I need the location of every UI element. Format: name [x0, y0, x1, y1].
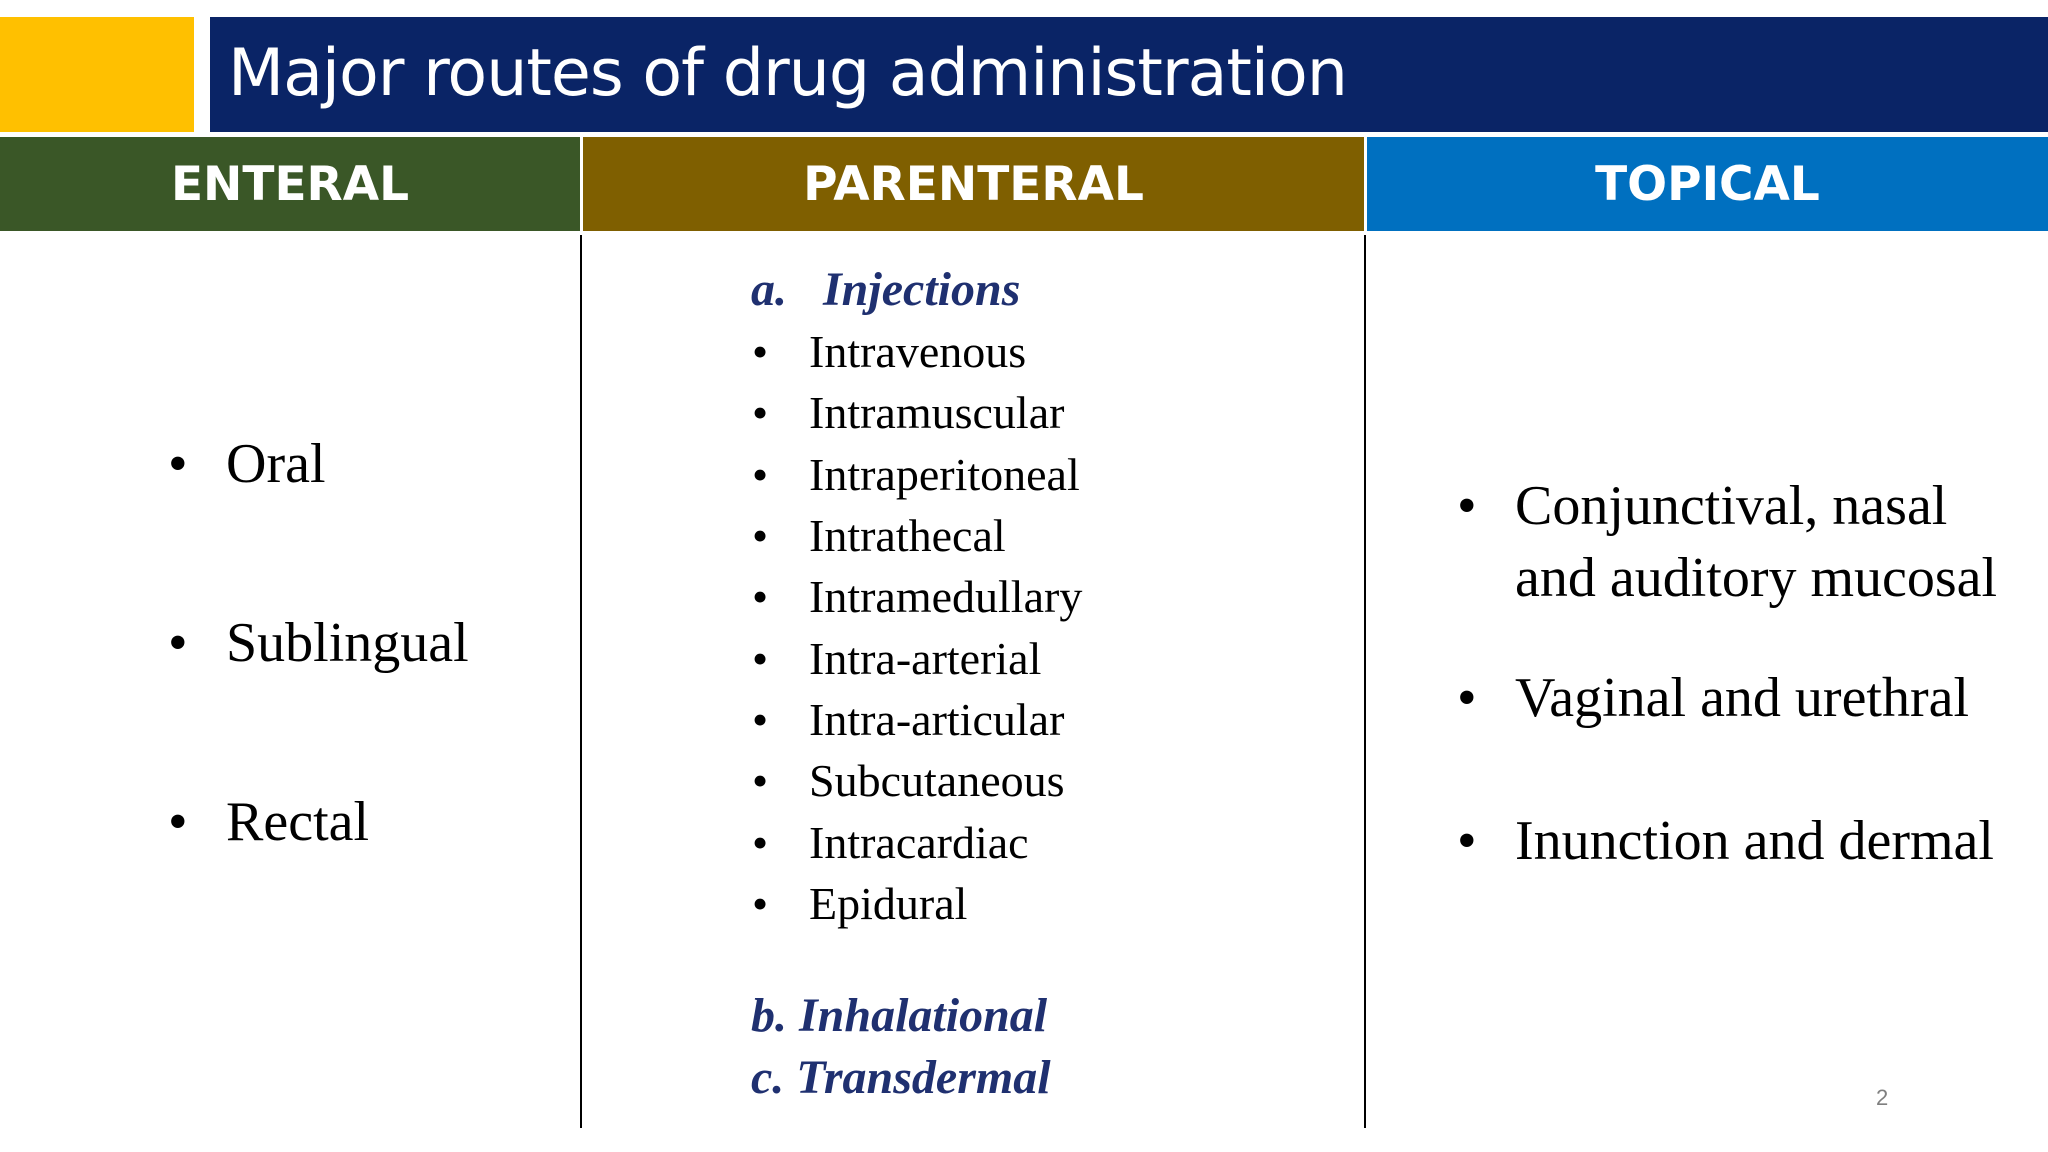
- list-item: [752, 509, 1006, 563]
- enteral-item-sublingual: Sublingual: [226, 612, 469, 674]
- bullet-icon: •: [752, 449, 769, 500]
- injection-item-intrathecal: Intrathecal: [809, 510, 1006, 561]
- page-number: 2: [1876, 1085, 1889, 1110]
- list-item: [752, 570, 1082, 624]
- injection-item-subcutaneous: Subcutaneous: [809, 755, 1065, 806]
- injections-heading: a. Injections: [751, 263, 1021, 316]
- injection-item-intravenous: Intravenous: [809, 326, 1027, 377]
- topical-item-dermal: Inunction and dermal: [1515, 810, 1994, 872]
- list-item: [752, 754, 1065, 808]
- topical-header: TOPICAL: [1367, 137, 2048, 231]
- bullet-icon: •: [752, 633, 769, 684]
- transdermal-heading: c. Transdermal: [751, 1051, 1051, 1104]
- enteral-item-rectal: Rectal: [226, 791, 370, 853]
- list-item: [752, 816, 1029, 870]
- list-item: [1457, 662, 1969, 734]
- list-item: [752, 386, 1064, 440]
- bullet-icon: •: [752, 817, 769, 868]
- enteral-item-oral: Oral: [226, 433, 326, 495]
- parenteral-header: PARENTERAL: [583, 137, 1364, 231]
- injection-item-intracardiac: Intracardiac: [809, 817, 1029, 868]
- injection-item-intra-articular: Intra-articular: [809, 694, 1065, 745]
- bullet-icon: •: [168, 791, 188, 853]
- bullet-icon: •: [168, 433, 188, 495]
- injection-item-intramedullary: Intramedullary: [809, 571, 1083, 622]
- injection-item-intraperitoneal: Intraperitoneal: [809, 449, 1080, 500]
- bullet-icon: •: [752, 755, 769, 806]
- list-item: [1457, 470, 1997, 614]
- topical-item-mucosal-line1: Conjunctival, nasal: [1515, 475, 1948, 537]
- list-item: [752, 693, 1064, 747]
- injection-item-intramuscular: Intramuscular: [809, 387, 1065, 438]
- column-divider-right: [1364, 235, 1366, 1128]
- list-item: [752, 325, 1026, 379]
- list-item: [752, 877, 967, 931]
- bullet-icon: •: [1457, 810, 1477, 872]
- list-item: [168, 432, 326, 496]
- injection-item-intra-arterial: Intra-arterial: [809, 633, 1042, 684]
- enteral-header: ENTERAL: [0, 137, 580, 231]
- column-divider-left: [580, 235, 582, 1128]
- list-item: [752, 448, 1080, 502]
- slide-title: Major routes of drug administration: [228, 36, 1347, 111]
- bullet-icon: •: [1457, 667, 1477, 729]
- bullet-icon: •: [752, 694, 769, 745]
- bullet-icon: •: [1457, 475, 1477, 537]
- injection-item-epidural: Epidural: [809, 878, 968, 929]
- list-item: [168, 790, 369, 854]
- list-item: [1457, 805, 1994, 877]
- bullet-icon: •: [752, 571, 769, 622]
- list-item: [752, 632, 1041, 686]
- topical-item-vaginal: Vaginal and urethral: [1515, 667, 1970, 729]
- bullet-icon: •: [752, 387, 769, 438]
- title-accent-block: [0, 17, 194, 132]
- bullet-icon: •: [752, 878, 769, 929]
- bullet-icon: •: [752, 326, 769, 377]
- topical-item-mucosal-line2: and auditory mucosal: [1515, 547, 1998, 609]
- inhalational-heading: b. Inhalational: [751, 989, 1048, 1042]
- bullet-icon: •: [168, 612, 188, 674]
- list-item: [168, 611, 469, 675]
- bullet-icon: •: [752, 510, 769, 561]
